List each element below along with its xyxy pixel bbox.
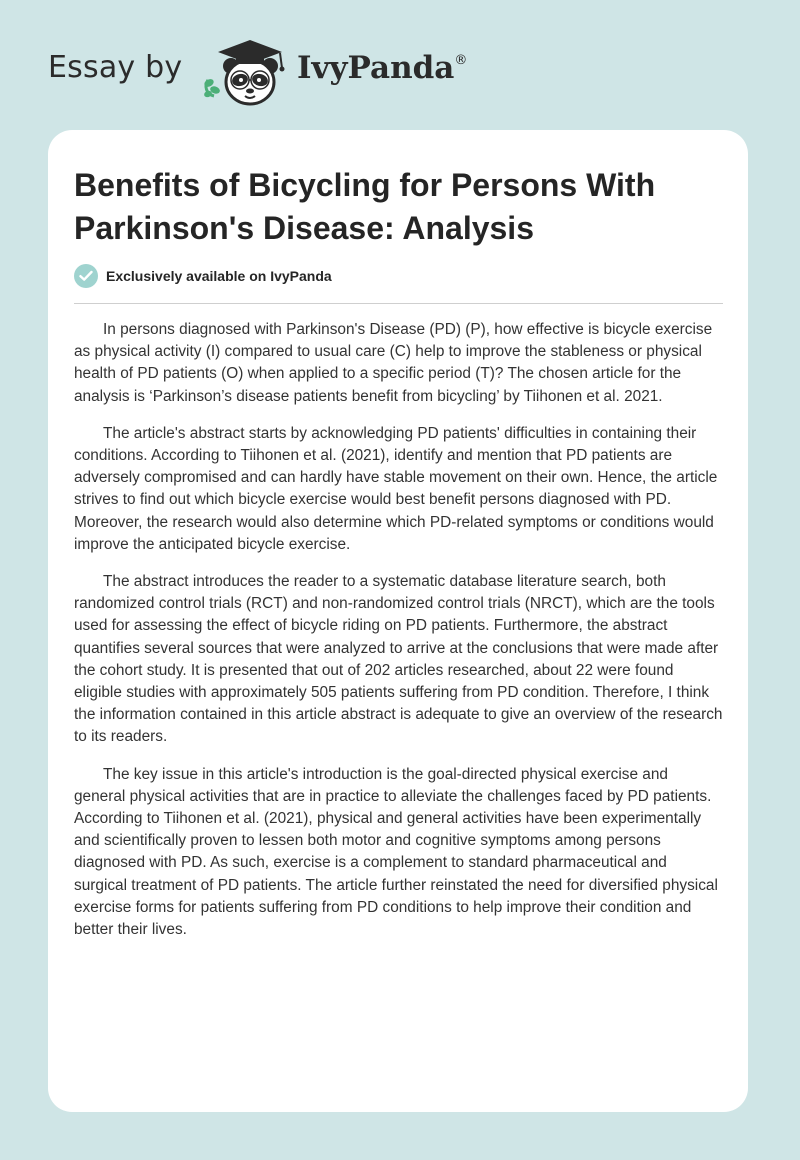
paragraph: The article's abstract starts by acknowledging PD patients' difficulties in containing their conditions. According to Tiihonen et al. (2021), identify and mention that PD patients are adversely compromised and can hardly have stable movement on their own. Hence, the article strives to find out which bicycle exercise would best benefit persons diagnosed with PD. Moreover, the research would also determine which PD-related symptoms or conditions would improve the anticipated bicycle exercise. — [74, 424, 718, 553]
site-header — [0, 0, 800, 130]
essay-body — [74, 319, 723, 956]
badge-label: Exclusively available on IvyPanda — [106, 268, 332, 284]
divider — [74, 303, 723, 304]
essay-by-label: Essay by — [48, 50, 183, 85]
registered-mark: ® — [454, 53, 468, 68]
paragraph: The key issue in this article's introduction is the goal-directed physical exercise and general physical activities that are in practice to alleviate the challenges faced by PD patients. According to Tiihonen et al. (2021), physical and general activities have been experimentally and scientifically proven to lessen both motor and cognitive symptoms among persons diagnosed with PD. As such, exercise is a complement to standard pharmaceutical and surgical treatment of PD patients. The article further reinstated the need for diversified physical exercise forms for patients suffering from PD conditions to help improve their condition and better their lives. — [74, 765, 718, 939]
essay-title: Benefits of Bicycling for Persons With Parkinson's Disease: Analysis — [74, 167, 656, 246]
paragraph: The abstract introduces the reader to a systematic database literature search, both randomized control trials (RCT) and non-randomized control trials (NRCT), which are the tools used for assessing the effect of bicycle riding on PD patients. Furthermore, the abstract quantifies several sources that were analyzed to arrive at the conclusions that were made after the cohort study. It is presented that out of 202 articles researched, about 22 were found eligible studies with approximately 505 patients suffering from PD condition. Therefore, I think the information contained in this article abstract is adequate to give an overview of the research to its readers. — [74, 573, 723, 746]
brand-logo-text[interactable] — [297, 50, 467, 86]
paragraph: In persons diagnosed with Parkinson's Disease (PD) (P), how effective is bicycle exercise as physical activity (I) compared to usual care (C) help to improve the stableness or physical health of PD patients (O) when applied to a specific period (T)? The chosen article for the analysis is ‘Parkinson’s disease patients benefit from bicycling’ by Tiihonen et al. 2021. — [74, 321, 713, 405]
exclusive-badge — [74, 264, 332, 288]
brand-name: IvyPanda — [297, 50, 455, 86]
check-icon — [74, 264, 98, 288]
essay-card — [48, 130, 748, 1112]
panda-graduate-icon[interactable] — [200, 36, 295, 108]
